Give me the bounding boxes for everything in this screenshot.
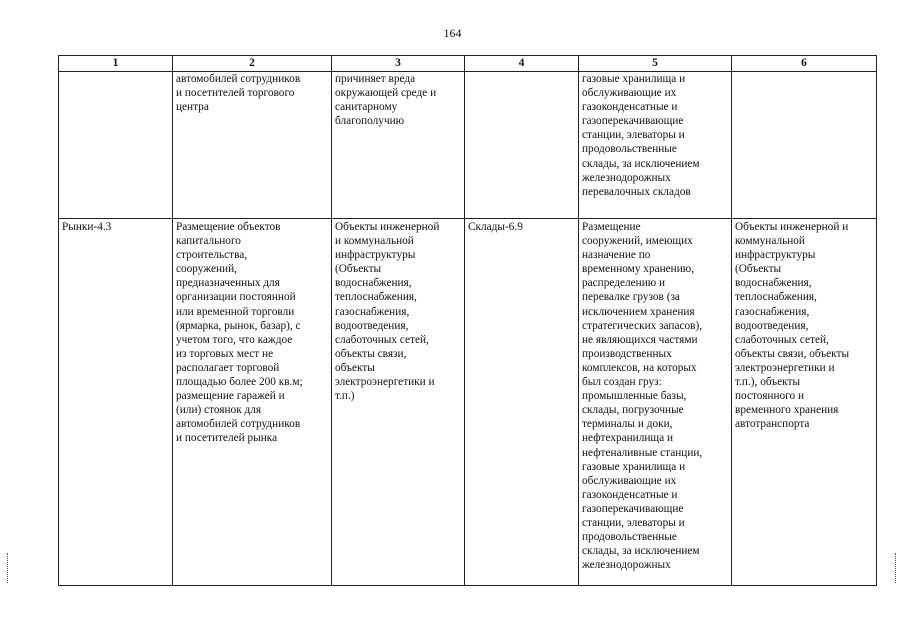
table-cell bbox=[732, 72, 877, 219]
table-cell bbox=[465, 219, 579, 586]
table-cell bbox=[465, 72, 579, 219]
cell-text: газовые хранилища и обслуживающие их газоконденсатные и газоперекачивающие станции, элеваторы и продовольственные склады, за исключением железнодорожных перевалочных складов bbox=[582, 73, 700, 198]
table-cell bbox=[579, 72, 732, 219]
column-header-2: 2 bbox=[173, 56, 332, 72]
table-cell bbox=[59, 72, 173, 219]
table-row bbox=[59, 72, 877, 219]
column-header-1: 1 bbox=[59, 56, 173, 72]
table-cell bbox=[332, 72, 465, 219]
cell-text: Рынки-4.3 bbox=[62, 221, 112, 233]
cell-text: Объекты инженерной и коммунальной инфраструктуры (Объекты водоснабжения, теплоснабжения, газоснабжения, водоотведения, слаботочных сетей, объекты связи, объекты электроэнергетики и т.п.), объекты постоянного и временного хранения автотранспорта bbox=[735, 221, 850, 431]
column-header-5: 5 bbox=[579, 56, 732, 72]
cell-text: Объекты инженерной и коммунальной инфраструктуры (Объекты водоснабжения, теплоснабжения, газоснабжения, водоотведения, слаботочных сетей, объекты связи, объекты электроэнергетики и т.п.) bbox=[335, 221, 440, 403]
table-cell bbox=[332, 219, 465, 586]
table-cell bbox=[59, 219, 173, 586]
table-row bbox=[59, 219, 877, 586]
cell-text: Размещение объектов капитального строительства, сооружений, предназначенных для организации постоянной или временной торговли (ярмарка, рынок, базар), с учетом того, что каждое из торговых мест не располагает торговой площадью более 200 кв.м; размещение гаражей и (или) стоянок для автомобилей сотрудников и посетителей рынка bbox=[176, 221, 303, 445]
cell-text: Размещение сооружений, имеющих назначение по временному хранению, распределению и перевалке грузов (за исключением хранения стратегических запасов), не являющихся частями производственных комплексов, на которых был создан груз: промышленные базы, склады, погрузочные терминалы и доки, нефтехранилища и нефтеналивные станции, газовые хранилища и обслуживающие их газоконденсатные и газоперекачивающие станции, элеваторы и продовольственные склады, за исключением железнодорожных bbox=[582, 221, 703, 572]
zoning-table bbox=[58, 55, 877, 586]
column-header-4: 4 bbox=[465, 56, 579, 72]
page-number: 164 bbox=[443, 26, 462, 40]
column-header-3: 3 bbox=[332, 56, 465, 72]
cell-text: Склады-6.9 bbox=[468, 221, 523, 233]
cell-text: автомобилей сотрудников и посетителей торгового центра bbox=[176, 73, 301, 114]
scan-margin-mark bbox=[895, 553, 900, 583]
cell-text: причиняет вреда окружающей среде и санитарному благополучию bbox=[335, 73, 437, 128]
table-cell bbox=[173, 219, 332, 586]
header-row bbox=[59, 56, 877, 72]
table-cell bbox=[732, 219, 877, 586]
column-header-6: 6 bbox=[732, 56, 877, 72]
table-cell bbox=[579, 219, 732, 586]
table-cell bbox=[173, 72, 332, 219]
scan-margin-mark bbox=[7, 553, 12, 583]
